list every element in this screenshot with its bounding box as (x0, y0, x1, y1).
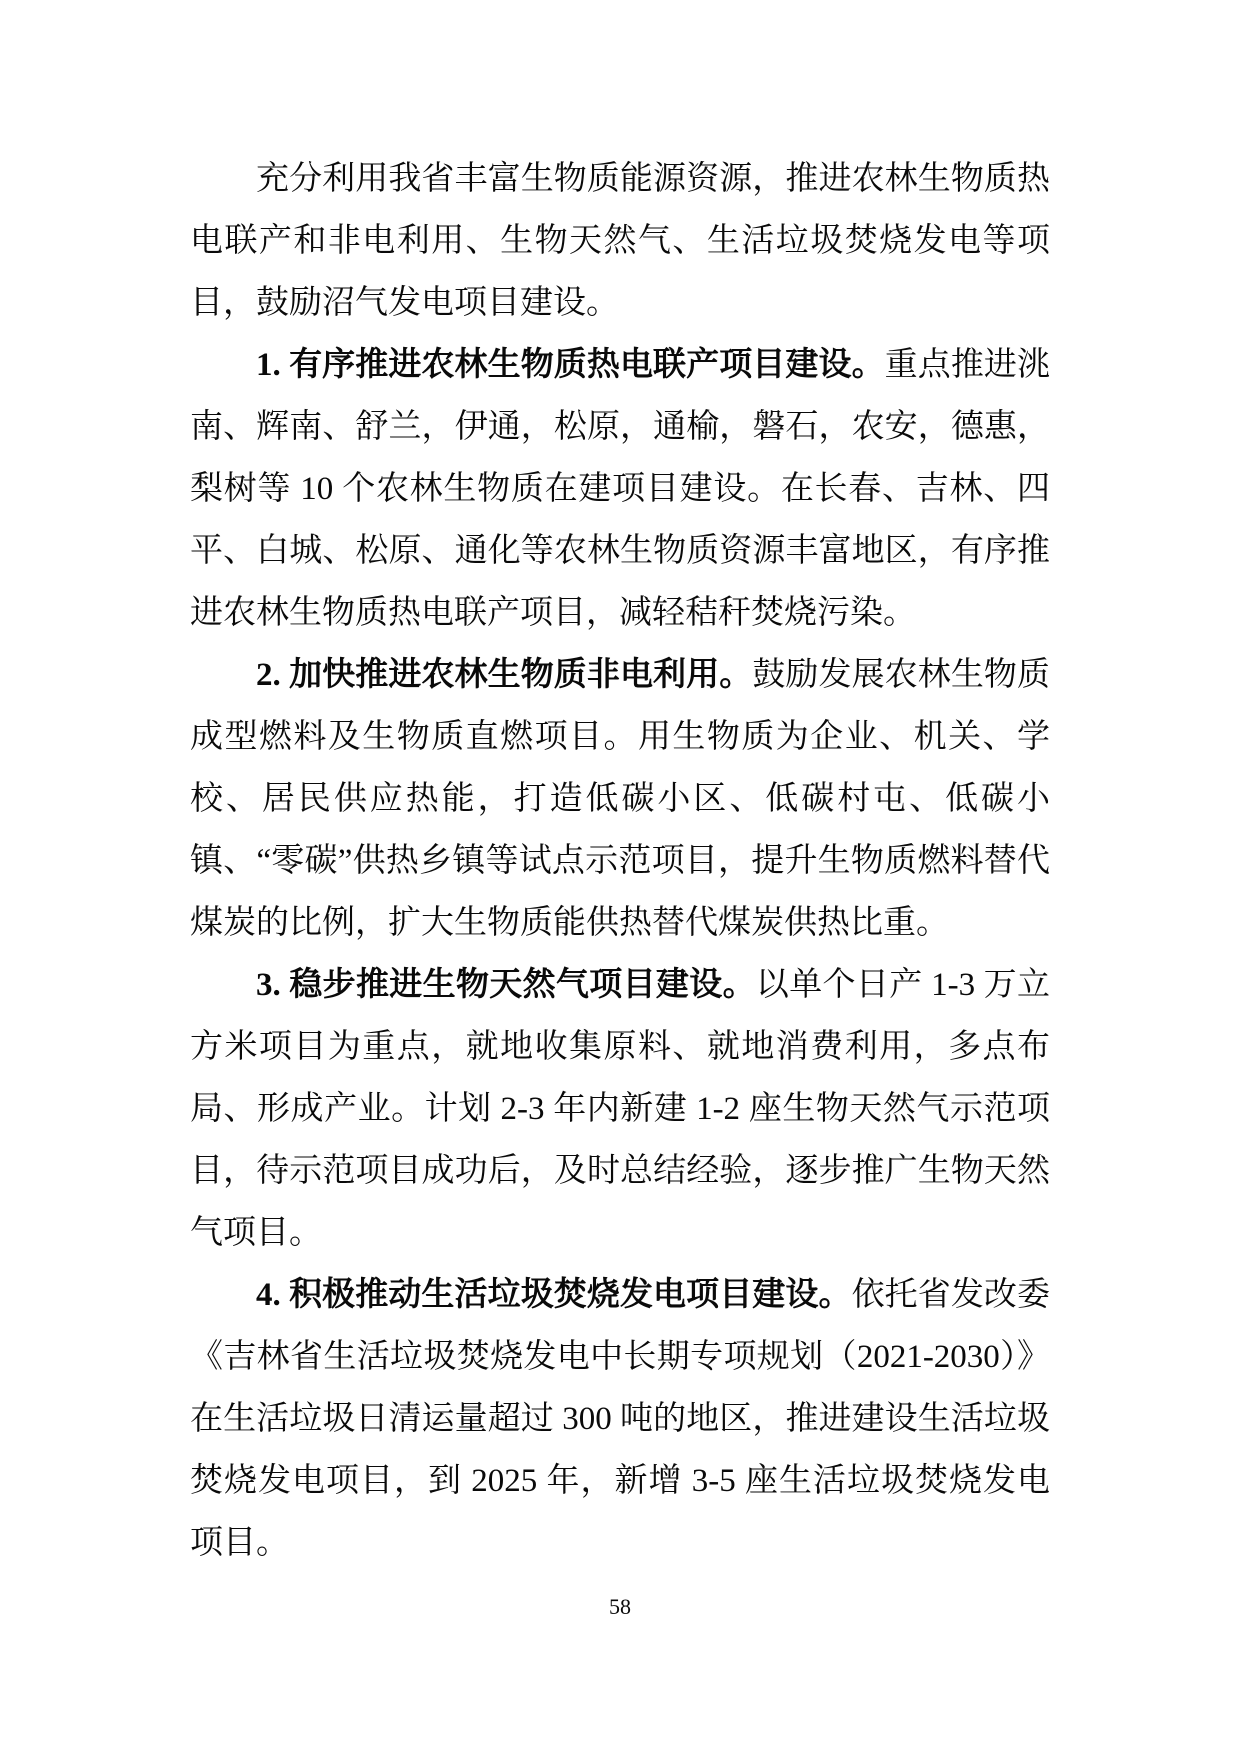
paragraph-text: 鼓励发展农林生物质成型燃料及生物质直燃项目。用生物质为企业、机关、学校、居民供应热能，打造低碳小区、低碳村屯、低碳小镇、“零碳”供热乡镇等试点示范项目，提升生物质燃料替代煤炭的比例，扩大生物质能供热替代煤炭供热比重。 (190, 657, 1051, 941)
document-body (190, 148, 1050, 1574)
numbered-paragraph-4 (190, 1264, 1050, 1574)
paragraph-lead: 3. 稳步推进生物天然气项目建设。 (256, 967, 756, 1003)
page-number: 58 (609, 1594, 631, 1619)
paragraph-text: 依托省发改委《吉林省生活垃圾焚烧发电中长期专项规划（2021-2030）》在生活垃圾日清运量超过 300 吨的地区，推进建设生活垃圾焚烧发电项目，到 2025 年，新增 3-5 座生活垃圾焚烧发电项目。 (190, 1277, 1051, 1561)
intro-paragraph (190, 148, 1050, 334)
paragraph-lead: 2. 加快推进农林生物质非电利用。 (256, 657, 753, 693)
paragraph-text: 重点推进洮南、辉南、舒兰，伊通，松原，通榆，磐石，农安，德惠，梨树等 10 个农林生物质在建项目建设。在长春、吉林、四平、白城、松原、通化等农林生物质资源丰富地区，有序推进农林生物质热电联产项目，减轻秸秆焚烧污染。 (190, 347, 1051, 631)
numbered-paragraph-1 (190, 334, 1050, 644)
paragraph-lead: 1. 有序推进农林生物质热电联产项目建设。 (256, 347, 885, 383)
paragraph-text: 充分利用我省丰富生物质能源资源，推进农林生物质热电联产和非电利用、生物天然气、生活垃圾焚烧发电等项目，鼓励沼气发电项目建设。 (190, 161, 1050, 321)
numbered-paragraph-2 (190, 644, 1050, 954)
paragraph-text: 以单个日产 1-3 万立方米项目为重点，就地收集原料、就地消费利用，多点布局、形成产业。计划 2-3 年内新建 1-2 座生物天然气示范项目，待示范项目成功后，及时总结经验，逐步推广生物天然气项目。 (190, 967, 1051, 1251)
numbered-paragraph-3 (190, 954, 1050, 1264)
paragraph-lead: 4. 积极推动生活垃圾焚烧发电项目建设。 (256, 1277, 852, 1313)
